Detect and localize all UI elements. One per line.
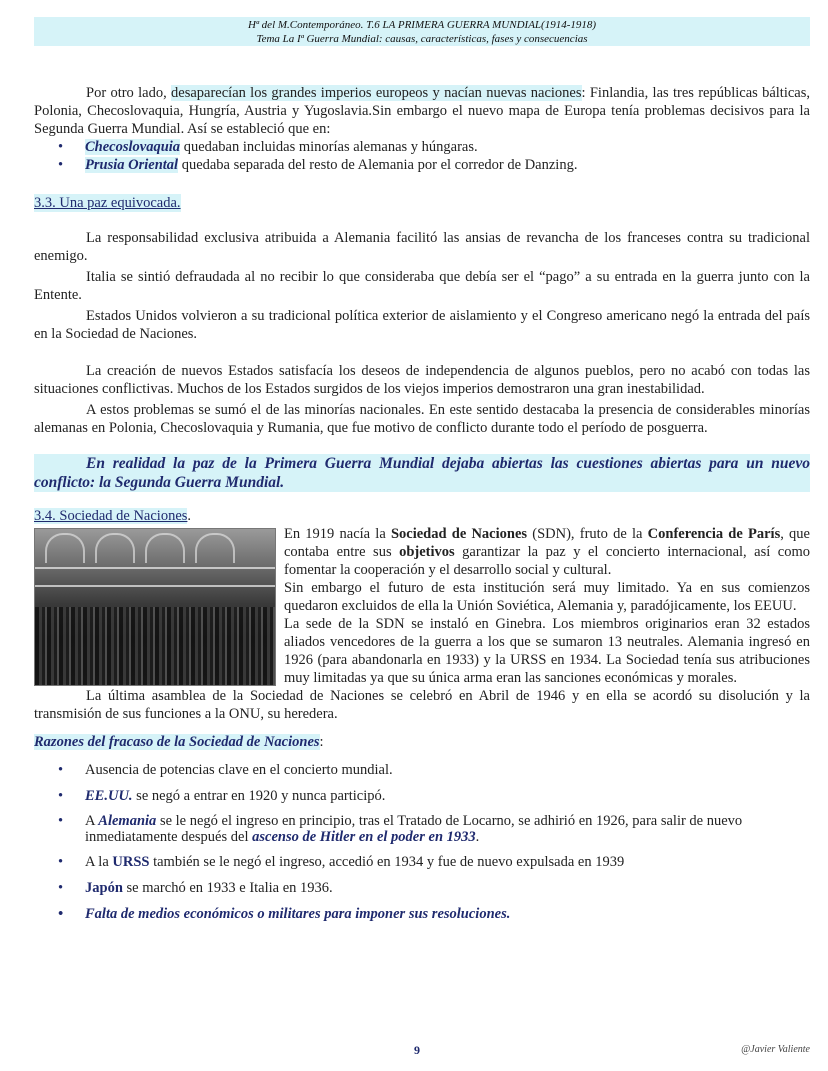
- term: Alemania: [98, 813, 157, 829]
- author-credit: @Javier Valiente: [741, 1044, 810, 1055]
- intro-paragraph: [34, 84, 810, 138]
- intro-bullets: [34, 138, 810, 174]
- list-item: • Falta de medios económicos o militares para imponer sus resoluciones.: [34, 905, 810, 923]
- text: también se le negó el ingreso, accedió en 1934 y fue de nuevo expulsada en 1939: [149, 854, 625, 870]
- header-line-1: Hª del M.Contemporáneo. T.6 LA PRIMERA GUERRA MUNDIAL(1914-1918): [247, 19, 597, 31]
- paragraph: La responsabilidad exclusiva atribuida a Alemania facilitó las ansias de revancha de los franceses contra su tradicional enemigo.: [34, 230, 810, 264]
- arch-shape: [95, 533, 135, 563]
- page-number: 9: [414, 1043, 420, 1057]
- list-item: [34, 138, 810, 156]
- term: EE.UU.: [85, 788, 133, 804]
- razones-title-row: [34, 733, 810, 751]
- intro-text-a: Por otro lado,: [86, 85, 172, 101]
- intro-highlight: desaparecían los grandes imperios europeos y nacían nuevas naciones: [171, 85, 582, 101]
- sdn-paragraph-3: La sede de la SDN se instaló en Ginebra. Los miembros originarios eran 32 estados aliados vencedores de la guerra a los que se sumaron 13 neutrales. Alemania ingresó en 1926 (para abandonarla en 1933) y la URSS en 1934. La Sociedad tenía sus atribuciones muy limitadas ya que su única arma eran las sanciones económicas y morales.: [284, 616, 810, 686]
- bullet-term: Checoslovaquia: [85, 139, 181, 155]
- list-item: [34, 853, 810, 871]
- section-title-dot: .: [187, 508, 192, 524]
- text: A: [85, 813, 99, 829]
- balcony-line: [35, 567, 275, 569]
- paragraph: La creación de nuevos Estados satisfacía los deseos de independencia de algunos pueblos, pero no acabó con todas las situaciones conflictivas. Muchos de los Estados surgidos de los viejos imperios demostraron una gran inestabilidad.: [34, 363, 810, 397]
- text: (SDN), fruto de la: [527, 526, 648, 542]
- intro-text-b: : Finlandia, las tres repúblicas bálticas, Polonia, Checoslovaquia, Hungría, Austria y Yugoslavia.Sin embargo el nuevo mapa de Europa tenía problemas decisivos para la Segunda Guerra Mundial. Así se estableció que en:: [34, 85, 811, 137]
- sdn-paragraph-2: Sin embargo el futuro de esta institución será muy limitado. Ya en sus comienzos quedaron excluidos de ella la Unión Soviética, Alemania y, paradójicamente, los EEUU.: [284, 580, 810, 614]
- term-sdn: Sociedad de Naciones: [390, 526, 528, 542]
- conclusion: En realidad la paz de la Primera Guerra Mundial dejaba abiertas las cuestiones abiertas para un nuevo conflicto: la Segunda Guerra Mundial.: [34, 455, 810, 491]
- razones-title: Razones del fracaso de la Sociedad de Naciones: [34, 734, 320, 750]
- list-item: [34, 813, 810, 845]
- razones-list: [34, 761, 810, 923]
- text: garantizar la paz y el concierto internacional, así como fomentar la cooperación y el desarrollo social y cultural.: [284, 544, 810, 578]
- term-objetivos: objetivos: [399, 544, 455, 560]
- page-header: [34, 17, 810, 46]
- list-item: • Ausencia de potencias clave en el concierto mundial.: [34, 761, 810, 779]
- term: URSS: [112, 854, 150, 870]
- header-line-2: Tema La Iª Guerra Mundial: causas, características, fases y consecuencias: [256, 33, 588, 45]
- text: se le negó el ingreso en principio, tras el Tratado de Locarno, se adhirió en 1926, para salir de nuevo inmediatamente después del: [85, 813, 743, 845]
- term-conferencia: Conferencia de París: [647, 526, 781, 542]
- arch-shape: [195, 533, 235, 563]
- sdn-paragraph-4: La última asamblea de la Sociedad de Naciones se celebró en Abril de 1946 y en ella se acordó su disolución y la transmisión de sus funciones a la ONU, su heredera.: [34, 688, 810, 722]
- crowd-shape: [35, 607, 275, 685]
- list-item: [34, 879, 810, 897]
- bullet-term: Prusia Oriental: [85, 157, 179, 173]
- bullet-text: quedaba separada del resto de Alemania por el corredor de Danzing.: [178, 157, 578, 173]
- term: Japón: [85, 880, 123, 896]
- text: .: [475, 829, 480, 845]
- text: A la: [85, 854, 113, 870]
- text: se negó a entrar en 1920 y nunca participó.: [132, 788, 386, 804]
- assembly-photo: [34, 528, 276, 686]
- text: En 1919 nacía la: [284, 526, 391, 542]
- section-title-row: [34, 507, 810, 525]
- page-body: [34, 84, 810, 931]
- paragraph: Italia se sintió defraudada al no recibir lo que consideraba que debía ser el “pago” a su entrada en la guerra junto con la Entente.: [34, 269, 810, 303]
- razones-colon: :: [319, 734, 324, 750]
- section-title-3-4: 3.4. Sociedad de Naciones: [34, 508, 188, 524]
- section-title-3-3: 3.3. Una paz equivocada.: [34, 195, 181, 211]
- list-item: [34, 156, 810, 174]
- sdn-block: [34, 525, 810, 723]
- paragraph: A estos problemas se sumó el de las minorías nacionales. En este sentido destacaba la presencia de considerables minorías alemanas en Polonia, Checoslovaquia y Rumania, que fue motivo de conflicto durante todo el período de posguerra.: [34, 402, 810, 436]
- list-item: [34, 787, 810, 805]
- balcony-line: [35, 585, 275, 587]
- arch-shape: [45, 533, 85, 563]
- arch-shape: [145, 533, 185, 563]
- text: se marchó en 1933 e Italia en 1936.: [122, 880, 333, 896]
- text: , que contaba entre sus: [284, 526, 810, 560]
- paragraph: Estados Unidos volvieron a su tradicional política exterior de aislamiento y el Congreso americano negó la entrada del país en la Sociedad de Naciones.: [34, 308, 810, 342]
- bullet-text: quedaban incluidas minorías alemanas y húngaras.: [180, 139, 478, 155]
- term: ascenso de Hitler en el poder en 1933: [252, 829, 476, 845]
